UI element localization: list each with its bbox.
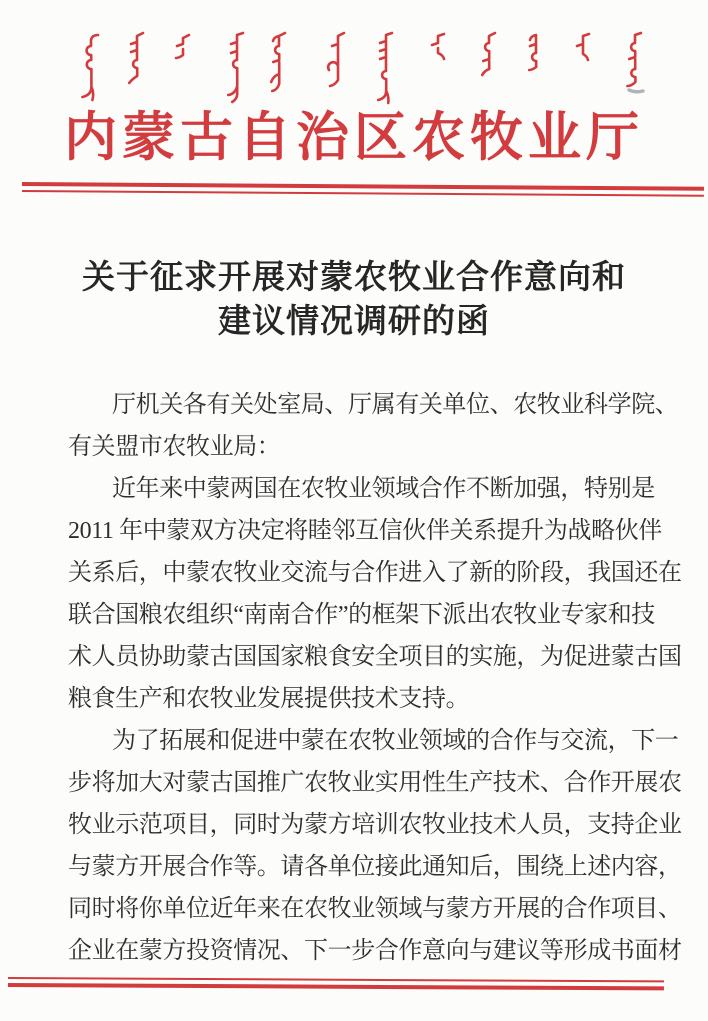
body-line: 与蒙方开展合作等。请各单位接此通知后，围绕上述内容， bbox=[68, 854, 682, 880]
body-line: 为了拓展和促进中蒙在农牧业领域的合作与交流，下一 bbox=[112, 728, 679, 754]
body-line: 近年来中蒙两国在农牧业领域合作不断加强，特别是 bbox=[112, 476, 655, 502]
body-line: 牧业示范项目，同时为蒙方培训农牧业技术人员，支持企业 bbox=[68, 812, 682, 838]
body-line: 企业在蒙方投资情况、下一步合作意向与建议等形成书面材 bbox=[68, 938, 682, 964]
body-line: 厅机关各有关处室局、厅属有关单位、农牧业科学院、 bbox=[112, 392, 679, 418]
body-line: 联合国粮农组织“南南合作”的框架下派出农牧业专家和技 bbox=[68, 602, 655, 628]
body-line: 有关盟市农牧业局： bbox=[68, 434, 281, 460]
document-title-line-2: 建议情况调研的函 bbox=[218, 304, 490, 340]
agency-name: 内蒙古自治区农牧业厅 bbox=[64, 109, 644, 167]
letter-body bbox=[68, 384, 680, 972]
body-line: 粮食生产和农牧业发展提供技术支持。 bbox=[68, 686, 470, 712]
body-line: 关系后，中蒙农牧业交流与合作进入了新的阶段，我国还在 bbox=[68, 560, 682, 586]
body-line: 同时将你单位近年来在农牧业领域与蒙方开展的合作项目、 bbox=[68, 896, 682, 922]
body-line: 术人员协助蒙古国国家粮食安全项目的实施，为促进蒙古国 bbox=[68, 644, 682, 670]
footer-rule bbox=[8, 977, 664, 990]
header-rule bbox=[22, 182, 704, 197]
body-line: 步将加大对蒙古国推广农牧业实用性生产技术、合作开展农 bbox=[68, 770, 682, 796]
document-title-line-1: 关于征求开展对蒙农牧业合作意向和 bbox=[82, 260, 626, 296]
document-title bbox=[0, 256, 708, 344]
body-line: 2011 年中蒙双方决定将睦邻互信伙伴关系提升为战略伙伴 bbox=[68, 518, 662, 544]
